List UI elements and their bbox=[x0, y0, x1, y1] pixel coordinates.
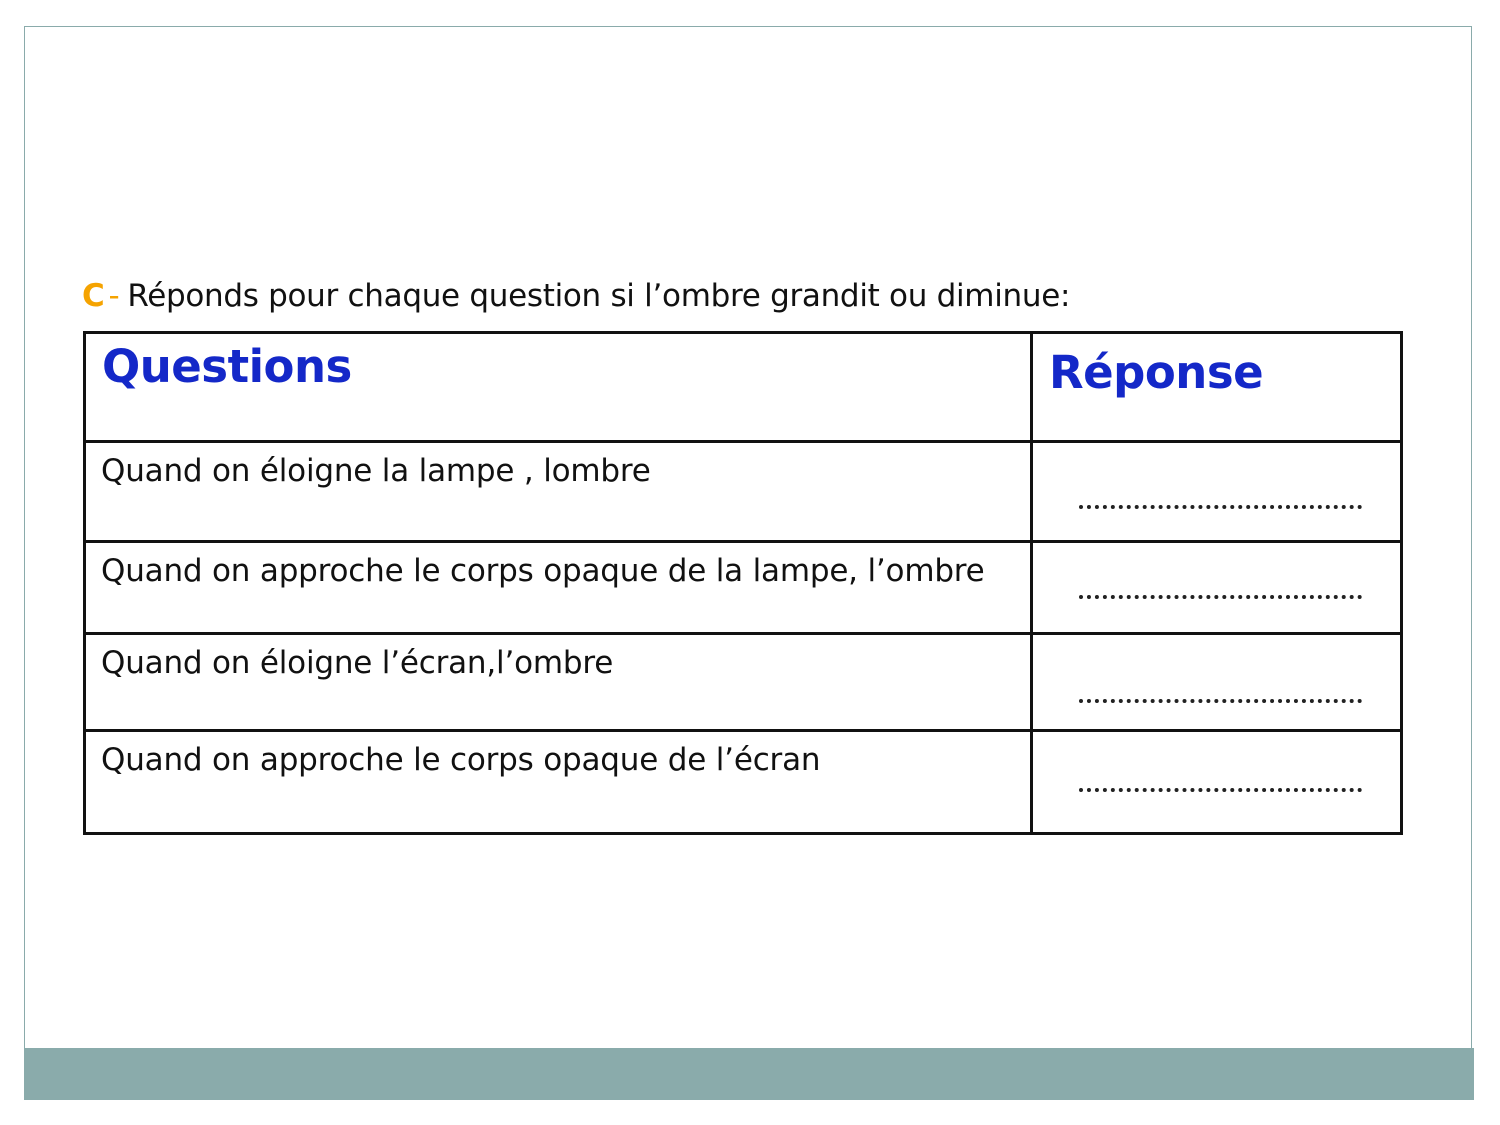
answer-cell[interactable] bbox=[1032, 542, 1402, 634]
question-text: Quand on éloigne la lampe , lombre bbox=[101, 453, 651, 489]
answer-blank-line[interactable] bbox=[1079, 595, 1362, 599]
instruction-text: Réponds pour chaque question si l’ombre grandit ou diminue: bbox=[127, 278, 1071, 314]
question-cell bbox=[85, 634, 1032, 731]
question-table bbox=[83, 331, 1403, 835]
answer-cell[interactable] bbox=[1032, 442, 1402, 542]
instruction bbox=[82, 278, 1070, 314]
answer-cell[interactable] bbox=[1032, 731, 1402, 834]
table-header-row bbox=[85, 333, 1402, 442]
table-row bbox=[85, 442, 1402, 542]
answer-blank-line[interactable] bbox=[1079, 788, 1362, 792]
table-row bbox=[85, 731, 1402, 834]
header-questions: Questions bbox=[102, 340, 352, 393]
question-cell bbox=[85, 442, 1032, 542]
table-row bbox=[85, 542, 1402, 634]
answer-blank-line[interactable] bbox=[1079, 505, 1362, 509]
answer-cell[interactable] bbox=[1032, 634, 1402, 731]
answer-blank-line[interactable] bbox=[1079, 699, 1362, 703]
header-answer: Réponse bbox=[1049, 346, 1264, 399]
question-text: Quand on éloigne l’écran,l’ombre bbox=[101, 645, 614, 681]
question-text: Quand on approche le corps opaque de l’écran bbox=[101, 742, 821, 778]
exercise-letter: C bbox=[82, 278, 105, 314]
question-cell bbox=[85, 542, 1032, 634]
exercise-dash: - bbox=[108, 278, 120, 314]
question-text: Quand on approche le corps opaque de la lampe, l’ombre bbox=[101, 553, 985, 589]
header-answer-cell bbox=[1032, 333, 1402, 442]
footer-bar bbox=[24, 1048, 1474, 1100]
table-row bbox=[85, 634, 1402, 731]
header-questions-cell bbox=[85, 333, 1032, 442]
question-cell bbox=[85, 731, 1032, 834]
